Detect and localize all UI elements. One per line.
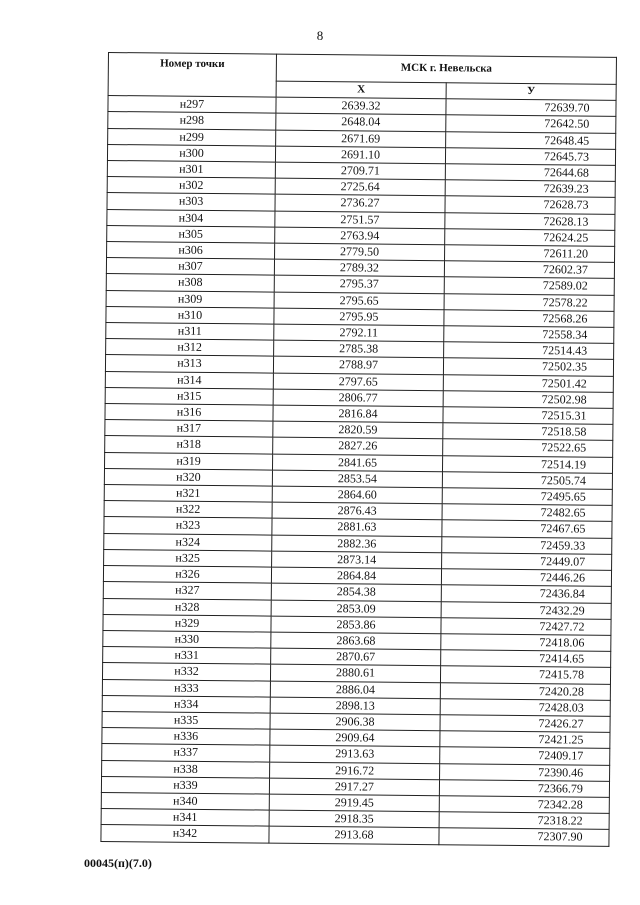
x-cell: 2916.72	[270, 762, 440, 780]
y-cell: 72318.22	[439, 812, 609, 830]
x-cell: 2751.57	[275, 211, 445, 229]
x-cell: 2906.38	[270, 713, 440, 731]
y-cell: 72602.37	[444, 261, 614, 279]
point-cell: н300	[107, 144, 275, 162]
y-cell: 72446.26	[441, 569, 611, 587]
y-cell: 72502.98	[443, 391, 613, 409]
y-cell: 72628.13	[445, 212, 615, 230]
y-cell: 72558.34	[444, 326, 614, 344]
x-cell: 2913.63	[270, 745, 440, 763]
header-y: У	[446, 83, 616, 101]
point-cell: н303	[107, 193, 275, 211]
header-coordinate-system: МСК г. Невельска	[276, 54, 616, 84]
y-cell: 72421.25	[440, 731, 610, 749]
point-cell: н335	[102, 711, 270, 729]
x-cell: 2820.59	[273, 421, 443, 439]
page-number: 8	[316, 28, 324, 43]
x-cell: 2827.26	[273, 438, 443, 456]
point-cell: н312	[106, 339, 274, 357]
point-cell: н330	[103, 630, 271, 648]
point-cell: н334	[102, 695, 270, 713]
y-cell: 72418.06	[441, 634, 611, 652]
y-cell: 72644.68	[445, 164, 615, 182]
x-cell: 2797.65	[273, 373, 443, 391]
x-cell: 2691.10	[275, 146, 445, 164]
point-cell: н307	[106, 258, 274, 276]
point-cell: н332	[102, 663, 270, 681]
y-cell: 72514.43	[444, 342, 614, 360]
x-cell: 2881.63	[272, 519, 442, 537]
y-cell: 72522.65	[443, 439, 613, 457]
x-cell: 2736.27	[275, 195, 445, 213]
y-cell: 72505.74	[442, 472, 612, 490]
point-cell: н302	[107, 177, 275, 195]
y-cell: 72502.35	[443, 358, 613, 376]
y-cell: 72467.65	[442, 520, 612, 538]
x-cell: 2886.04	[270, 681, 440, 699]
x-cell: 2639.32	[276, 97, 446, 115]
x-cell: 2671.69	[276, 130, 446, 148]
point-cell: н327	[103, 582, 271, 600]
y-cell: 72427.72	[441, 617, 611, 635]
point-cell: н305	[107, 225, 275, 243]
point-cell: н316	[105, 404, 273, 422]
y-cell: 72645.73	[445, 148, 615, 166]
y-cell: 72366.79	[439, 779, 609, 797]
x-cell: 2853.86	[271, 616, 441, 634]
point-cell: н314	[105, 371, 273, 389]
point-cell: н342	[101, 825, 269, 843]
y-cell: 72449.07	[442, 553, 612, 571]
x-cell: 2795.65	[274, 292, 444, 310]
x-cell: 2789.32	[274, 259, 444, 277]
table-row	[101, 825, 609, 846]
document-code: 00045(п)(7.0)	[84, 856, 152, 870]
point-cell: н328	[103, 598, 271, 616]
y-cell: 72390.46	[440, 763, 610, 781]
point-cell: н320	[104, 468, 272, 486]
point-cell: н325	[104, 549, 272, 567]
point-cell: н298	[108, 112, 276, 130]
y-cell: 72428.03	[440, 698, 610, 716]
point-cell: н331	[103, 647, 271, 665]
point-cell: н311	[106, 323, 274, 341]
y-cell: 72518.58	[443, 423, 613, 441]
y-cell: 72415.78	[440, 666, 610, 684]
x-cell: 2917.27	[269, 778, 439, 796]
y-cell: 72611.20	[445, 245, 615, 263]
y-cell: 72307.90	[439, 828, 609, 846]
y-cell: 72432.29	[441, 601, 611, 619]
header-x: Х	[276, 81, 446, 99]
x-cell: 2863.68	[271, 632, 441, 650]
x-cell: 2854.38	[271, 583, 441, 601]
point-cell: н333	[102, 679, 270, 697]
y-cell: 72426.27	[440, 715, 610, 733]
y-cell: 72436.84	[441, 585, 611, 603]
x-cell: 2709.71	[275, 162, 445, 180]
x-cell: 2853.54	[272, 470, 442, 488]
y-cell: 72501.42	[443, 374, 613, 392]
y-cell: 72514.19	[442, 455, 612, 473]
x-cell: 2785.38	[274, 340, 444, 358]
y-cell: 72420.28	[440, 682, 610, 700]
coordinates-table	[100, 52, 617, 846]
y-cell: 72639.23	[445, 180, 615, 198]
y-cell: 72639.70	[446, 99, 616, 117]
point-cell: н323	[104, 517, 272, 535]
y-cell: 72342.28	[439, 796, 609, 814]
y-cell: 72589.02	[444, 277, 614, 295]
x-cell: 2725.64	[275, 178, 445, 196]
point-cell: н322	[104, 501, 272, 519]
x-cell: 2873.14	[272, 551, 442, 569]
point-cell: н299	[108, 128, 276, 146]
x-cell: 2816.84	[273, 405, 443, 423]
x-cell: 2779.50	[275, 243, 445, 261]
point-cell: н337	[102, 744, 270, 762]
point-cell: н326	[103, 566, 271, 584]
x-cell: 2795.95	[274, 308, 444, 326]
point-cell: н319	[105, 452, 273, 470]
y-cell: 72624.25	[445, 229, 615, 247]
x-cell: 2898.13	[270, 697, 440, 715]
x-cell: 2880.61	[270, 664, 440, 682]
y-cell: 72642.50	[446, 115, 616, 133]
point-cell: н339	[101, 776, 269, 794]
y-cell: 72482.65	[442, 504, 612, 522]
x-cell: 2909.64	[270, 729, 440, 747]
y-cell: 72515.31	[443, 407, 613, 425]
y-cell: 72568.26	[444, 310, 614, 328]
x-cell: 2853.09	[271, 600, 441, 618]
y-cell: 72495.65	[442, 488, 612, 506]
point-cell: н317	[105, 420, 273, 438]
x-cell: 2913.68	[269, 826, 439, 844]
x-cell: 2792.11	[274, 324, 444, 342]
point-cell: н341	[101, 809, 269, 827]
x-cell: 2919.45	[269, 794, 439, 812]
x-cell: 2870.67	[271, 648, 441, 666]
point-cell: н336	[102, 728, 270, 746]
table-body	[101, 96, 616, 846]
point-cell: н297	[108, 96, 276, 114]
y-cell: 72409.17	[440, 747, 610, 765]
point-cell: н308	[106, 274, 274, 292]
point-cell: н340	[101, 792, 269, 810]
point-cell: н324	[104, 533, 272, 551]
point-cell: н309	[106, 290, 274, 308]
x-cell: 2864.84	[271, 567, 441, 585]
x-cell: 2788.97	[273, 357, 443, 375]
header-point-number: Номер точки	[108, 53, 276, 98]
point-cell: н338	[102, 760, 270, 778]
point-cell: н318	[105, 436, 273, 454]
x-cell: 2806.77	[273, 389, 443, 407]
x-cell: 2882.36	[272, 535, 442, 553]
x-cell: 2841.65	[272, 454, 442, 472]
point-cell: н329	[103, 614, 271, 632]
point-cell: н313	[105, 355, 273, 373]
x-cell: 2795.37	[274, 276, 444, 294]
point-cell: н310	[106, 306, 274, 324]
x-cell: 2918.35	[269, 810, 439, 828]
y-cell: 72459.33	[442, 536, 612, 554]
table-header	[108, 53, 616, 101]
x-cell: 2864.60	[272, 486, 442, 504]
x-cell: 2648.04	[276, 114, 446, 132]
point-cell: н304	[107, 209, 275, 227]
point-cell: н301	[107, 161, 275, 179]
coordinates-table-container	[100, 52, 616, 846]
y-cell: 72648.45	[446, 131, 616, 149]
y-cell: 72628.73	[445, 196, 615, 214]
x-cell: 2763.94	[275, 227, 445, 245]
y-cell: 72578.22	[444, 293, 614, 311]
y-cell: 72414.65	[441, 650, 611, 668]
point-cell: н306	[107, 242, 275, 260]
point-cell: н321	[104, 485, 272, 503]
x-cell: 2876.43	[272, 502, 442, 520]
point-cell: н315	[105, 387, 273, 405]
